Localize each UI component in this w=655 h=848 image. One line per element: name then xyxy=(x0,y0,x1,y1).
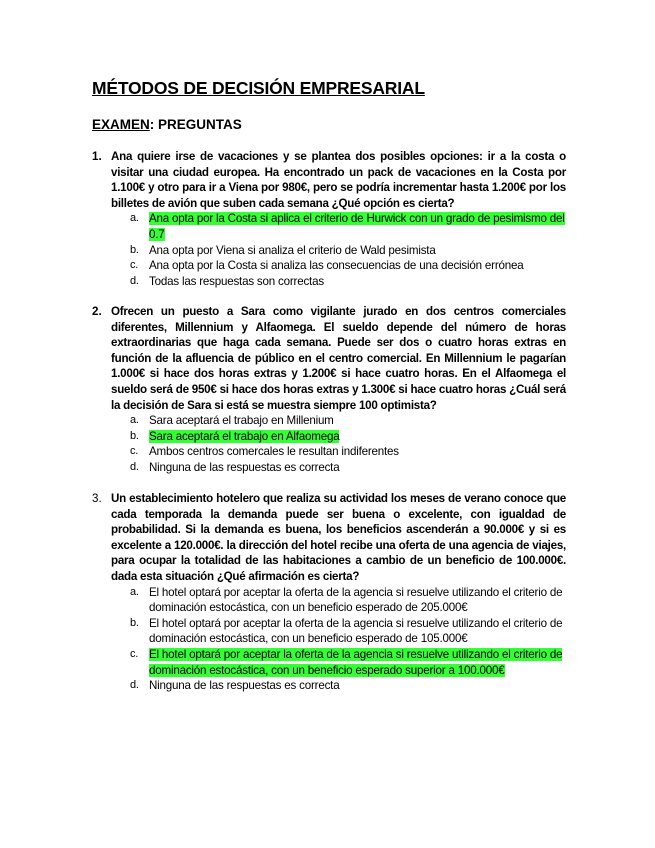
document-subtitle xyxy=(92,117,242,132)
question-number: 2. xyxy=(92,305,102,318)
option-text: Sara aceptará el trabajo en Millenium xyxy=(149,414,334,428)
option-letter: b. xyxy=(130,429,139,442)
option-a xyxy=(92,585,566,616)
question-number: 1. xyxy=(92,150,102,163)
option-text: El hotel optará por aceptar la oferta de la agencia si resuelve utilizando el criterio de dominación estocástica, con un beneficio esperado de 205.000€ xyxy=(149,585,563,615)
option-text: Todas las respuestas son correctas xyxy=(149,274,324,288)
question-text: Un establecimiento hotelero que realiza su actividad los meses de verano conoce que cada temporada la demanda puede ser buena o excelente, con igualdad de probabilidad. Si la demanda es buena, los beneficios ascenderán a 90.000€ y si es excelente a 120.000€. la dirección del hotel recibe una oferta de una agencia de viajes, para ocupar la totalidad de las habitaciones a cambio de un beneficio de 100.000€. dada esta situación ¿Qué afirmación es cierta? xyxy=(111,492,566,583)
option-b xyxy=(92,429,566,445)
option-text: El hotel optará por aceptar la oferta de la agencia si resuelve utilizando el criterio de dominación estocástica, con un beneficio esperado de 105.000€ xyxy=(149,616,563,646)
option-letter: b. xyxy=(130,616,139,629)
option-letter: c. xyxy=(130,445,139,458)
option-text: El hotel optará por aceptar la oferta de la agencia si resuelve utilizando el criterio de dominación estocástica, con un beneficio esperado superior a 100.000€ xyxy=(149,647,563,677)
question-text: Ana quiere irse de vacaciones y se plantea dos posibles opciones: ir a la costa o visitar una ciudad europea. Ha encontrado un pack de vacaciones en la Costa por 1.100€ y otro para ir a Viena por 980€, pero se podría incrementar hasta 1.200€ por los billetes de avión que suben cada semana ¿Qué opción es cierta? xyxy=(111,150,566,210)
option-c xyxy=(92,258,566,274)
subtitle-rest: : PREGUNTAS xyxy=(149,117,242,132)
options-list xyxy=(92,585,566,694)
option-c xyxy=(92,444,566,460)
option-d xyxy=(92,460,566,476)
subtitle-examen: EXAMEN xyxy=(92,117,150,132)
option-a xyxy=(92,211,566,242)
option-d xyxy=(92,274,566,290)
document-title: MÉTODOS DE DECISIÓN EMPRESARIAL xyxy=(92,78,425,98)
option-letter: d. xyxy=(130,274,139,287)
option-letter: b. xyxy=(130,243,139,256)
option-letter: d. xyxy=(130,679,139,692)
question-2 xyxy=(92,304,566,476)
option-b xyxy=(92,243,566,259)
option-letter: a. xyxy=(130,212,139,225)
option-letter: a. xyxy=(130,414,139,427)
option-letter: c. xyxy=(130,647,139,660)
option-letter: c. xyxy=(130,259,139,272)
option-text: Ana opta por la Costa si aplica el criterio de Hurwick con un grado de pesimismo del 0.7 xyxy=(149,212,565,241)
question-3 xyxy=(92,491,566,694)
option-letter: d. xyxy=(130,460,139,473)
options-list xyxy=(92,413,566,475)
question-text: Ofrecen un puesto a Sara como vigilante jurado en dos centros comerciales diferentes, Millennium y Alfaomega. El sueldo depende del número de horas extraordinarias que haga cada semana. Puede ser dos o cuatro horas extras en función de la afluencia de público en el centro comercial. En Millennium le pagarían 1.000€ si hace dos horas extras y 1.200€ si hace cuatro horas. En el Alfaomega el sueldo será de 950€ si hace dos horas extras y 1.300€ si hace cuatro horas ¿Cuál será la decisión de Sara si está se muestra siempre 100 optimista? xyxy=(111,305,566,412)
question-1 xyxy=(92,149,566,289)
option-text: Ana opta por Viena si analiza el criterio de Wald pesimista xyxy=(149,243,436,257)
option-text: Ambos centros comercales le resultan indiferentes xyxy=(149,445,399,459)
option-text: Ana opta por la Costa si analiza las consecuencias de una decisión errónea xyxy=(149,259,524,273)
option-d xyxy=(92,678,566,694)
options-list xyxy=(92,211,566,289)
option-letter: a. xyxy=(130,585,139,598)
question-number: 3. xyxy=(92,492,102,505)
option-text: Ninguna de las respuestas es correcta xyxy=(149,460,340,474)
option-a xyxy=(92,413,566,429)
option-text: Sara aceptará el trabajo en Alfaomega xyxy=(149,429,340,443)
option-b xyxy=(92,616,566,647)
option-c xyxy=(92,647,566,678)
option-text: Ninguna de las respuestas es correcta xyxy=(149,679,340,693)
